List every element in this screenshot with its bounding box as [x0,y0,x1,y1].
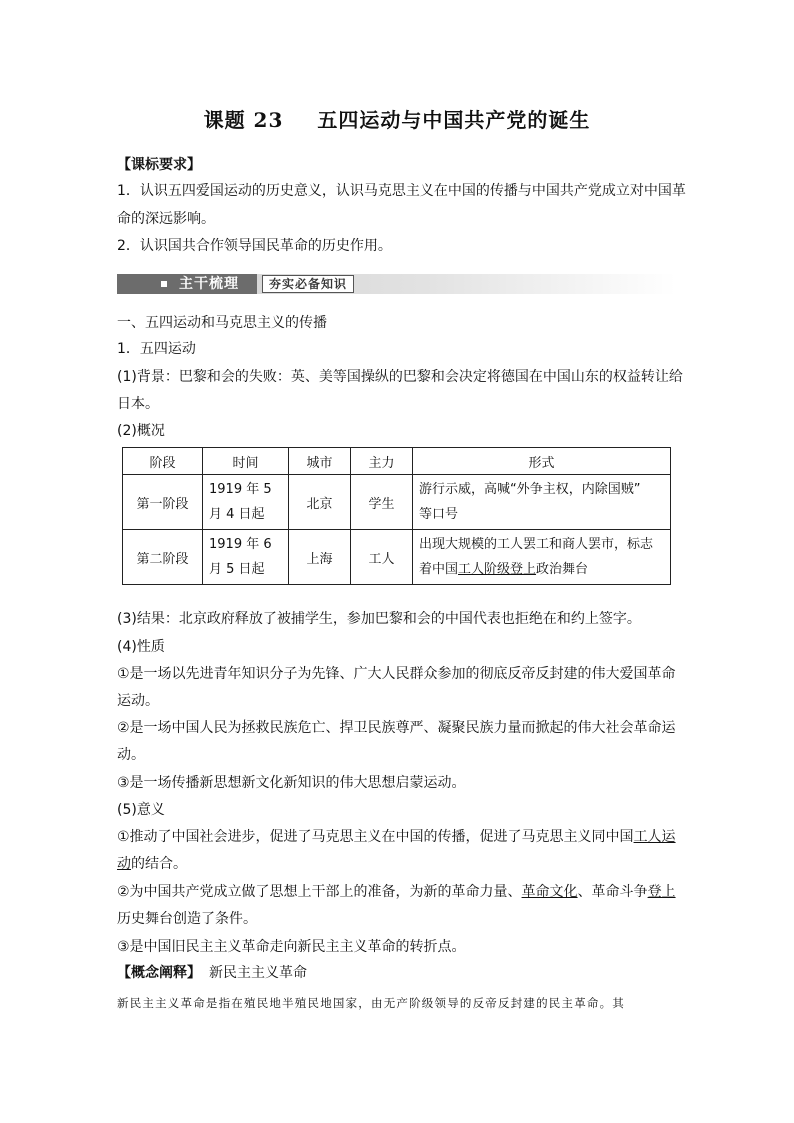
time-cell [203,475,289,530]
result-text: (3)结果：北京政府释放了被捕学生，参加巴黎和会的中国代表也拒绝在和约上签字。 [117,611,641,627]
table-header: 形式 [413,448,671,475]
concept-text: 新民主主义革命是指在殖民地半殖民地国家，由无产阶级领导的反帝反封建的民主革命。其 [117,996,625,1010]
text-span: ①推动了中国社会进步，促进了马克思主义在中国的传播，促进了马克思主义同中国 [117,829,634,845]
nature-heading: (4)性质 [117,639,165,655]
concept-term: 新民主主义革命 [209,965,307,981]
form-text: 着中国 [419,562,459,577]
table-header-row [123,448,671,475]
overview-heading: (2)概况 [117,423,165,439]
significance-point-3: ③是中国旧民主主义革命走向新民主主义革命的转折点。 [117,939,466,955]
significance-point-1-line-1 [117,827,676,847]
significance-point-2-line-1 [117,882,676,902]
form-line: 出现大规模的工人罢工和商人罢市，标志 [419,537,654,552]
banner-main-label: 主干梳理 [179,276,239,292]
section-banner [117,274,676,294]
underlined-text: 登上 [647,884,676,900]
stage-cell: 第一阶段 [123,475,203,530]
nature-point-2-line-1: ②是一场中国人民为拯救民族危亡、捍卫民族尊严、凝聚民族力量而掀起的伟大社会革命运 [117,720,676,736]
force-cell: 学生 [351,475,413,530]
requirement-1-line-1: 1．认识五四爱国运动的历史意义，认识马克思主义在中国的传播与中国共产党成立对中国革 [117,183,686,199]
underlined-text: 工人阶级登上 [458,562,537,577]
form-cell [413,475,671,530]
city-cell: 上海 [289,530,351,585]
table-header: 城市 [289,448,351,475]
section-heading: 一、五四运动和马克思主义的传播 [117,315,327,331]
table-header: 主力 [351,448,413,475]
form-line: 等口号 [419,507,459,522]
requirements-heading: 【课标要求】 [117,157,201,173]
square-bullet-icon [161,281,167,287]
background-line-2: 日本。 [117,396,159,412]
city-cell: 北京 [289,475,351,530]
concept-heading: 【概念阐释】 [117,965,201,981]
banner-sub-label: 夯实必备知识 [262,275,354,293]
overview-table [122,447,671,585]
significance-heading: (5)意义 [117,802,165,818]
subsection-heading: 1．五四运动 [117,341,196,357]
underlined-text: 动 [117,856,131,872]
table-row [123,475,671,530]
time-line: 月 5 日起 [209,562,265,577]
nature-point-2-line-2: 动。 [117,747,145,763]
nature-point-1-line-1: ①是一场以先进青年知识分子为先锋、广大人民群众参加的彻底反帝反封建的伟大爱国革命 [117,666,676,682]
underlined-text: 革命文化 [521,884,578,900]
time-line: 1919 年 5 [209,482,272,497]
significance-point-2-line-2: 历史舞台创造了条件。 [117,911,257,927]
significance-point-1-line-2 [117,854,187,874]
concept-heading-line [117,963,307,983]
stage-cell: 第二阶段 [123,530,203,585]
text-span: 、革命斗争 [577,884,648,900]
time-cell [203,530,289,585]
table-header: 时间 [203,448,289,475]
table-header: 阶段 [123,448,203,475]
requirement-2: 2．认识国共合作领导国民革命的历史作用。 [117,238,392,254]
page-title [0,104,794,133]
nature-point-3: ③是一场传播新思想新文化新知识的伟大思想启蒙运动。 [117,775,466,791]
title-lesson-number: 课题 23 [203,108,284,132]
text-span: ②为中国共产党成立做了思想上干部上的准备，为新的革命力量、 [117,884,522,900]
form-line [419,557,664,582]
form-cell [413,530,671,585]
background-line-1: (1)背景：巴黎和会的失败：英、美等国操纵的巴黎和会决定将德国在中国山东的权益转让给 [117,369,683,385]
requirement-1-line-2: 命的深远影响。 [117,211,215,227]
time-line: 1919 年 6 [209,537,272,552]
underlined-text: 工人运 [633,829,676,845]
time-line: 月 4 日起 [209,507,265,522]
nature-point-1-line-2: 运动。 [117,693,159,709]
title-lesson-name: 五四运动与中国共产党的诞生 [317,108,591,132]
text-span: 的结合。 [131,856,187,872]
force-cell: 工人 [351,530,413,585]
form-line: 游行示威，高喊“外争主权，内除国贼” [419,482,641,497]
form-text: 政治舞台 [536,562,589,577]
table-row [123,530,671,585]
